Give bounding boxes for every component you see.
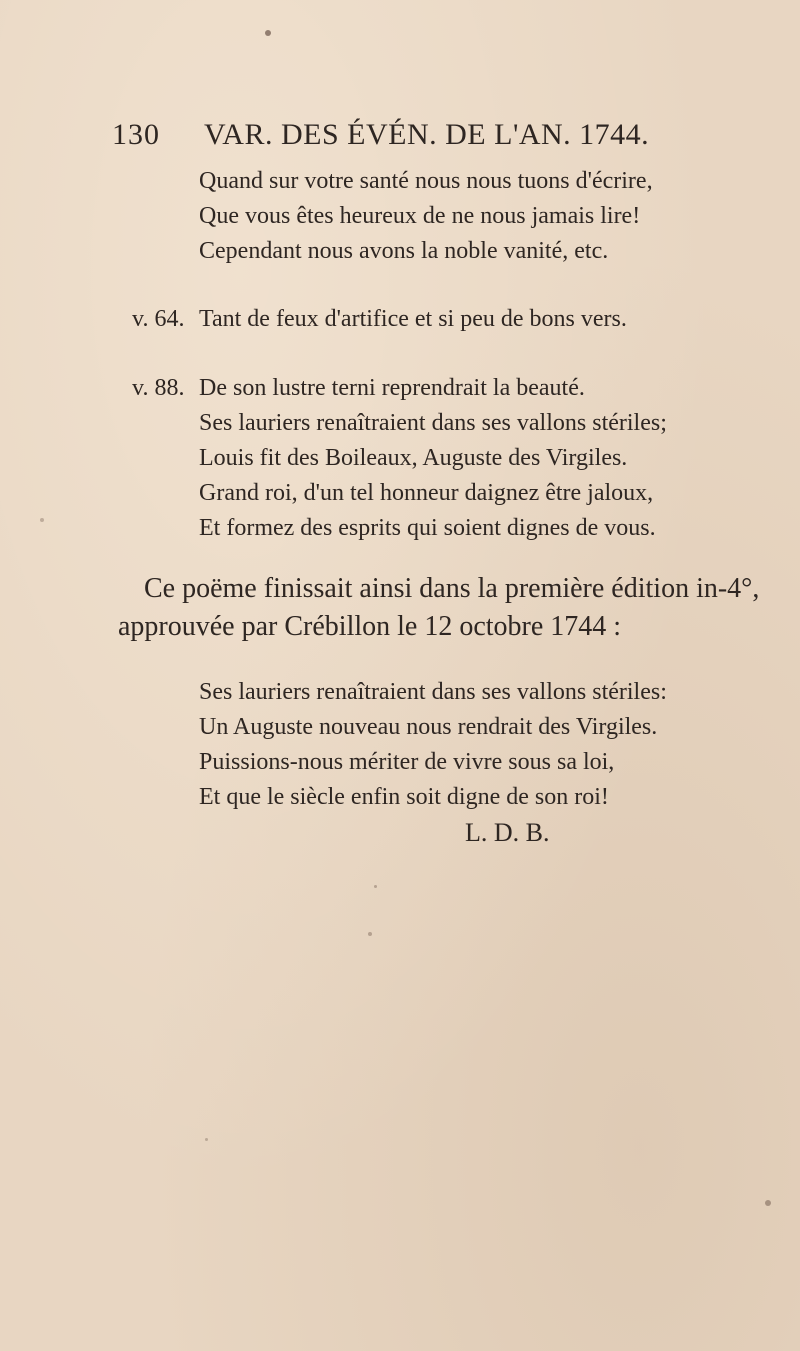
verse-line: Et que le siècle enfin soit digne de son roi! (199, 784, 609, 810)
prose-line: Ce poëme finissait ainsi dans la première édition in-4°, (144, 573, 760, 604)
paper-speck (374, 885, 377, 888)
paper-speck (40, 518, 44, 522)
verse-line: Puissions-nous mériter de vivre sous sa loi, (199, 749, 615, 775)
verse-line: Quand sur votre santé nous nous tuons d'écrire, (199, 168, 653, 194)
variant-label: v. 88. (132, 375, 185, 401)
verse-line: Grand roi, d'un tel honneur daignez être jaloux, (199, 480, 654, 506)
paper-speck (265, 30, 271, 36)
prose-line: approuvée par Crébillon le 12 octobre 1744 : (118, 611, 622, 642)
verse-line: Ses lauriers renaîtraient dans ses vallons stériles; (199, 410, 667, 436)
variant-label: v. 64. (132, 306, 185, 332)
verse-line: De son lustre terni reprendrait la beauté. (199, 375, 585, 401)
signature: L. D. B. (465, 818, 550, 847)
running-title: VAR. DES ÉVÉN. DE L'AN. 1744. (204, 118, 650, 151)
verse-line: Cependant nous avons la noble vanité, etc. (199, 238, 609, 264)
verse-line: Tant de feux d'artifice et si peu de bons vers. (199, 306, 627, 332)
page-header (112, 118, 712, 158)
paper-speck (368, 932, 372, 936)
verse-line: Un Auguste nouveau nous rendrait des Virgiles. (199, 714, 658, 740)
verse-line: Louis fit des Boileaux, Auguste des Virgiles. (199, 445, 628, 471)
paper-speck (765, 1200, 771, 1206)
verse-line: Que vous êtes heureux de ne nous jamais lire! (199, 203, 641, 229)
paper-speck (205, 1138, 208, 1141)
verse-line: Ses lauriers renaîtraient dans ses vallons stériles: (199, 679, 667, 705)
page-number: 130 (112, 118, 160, 151)
verse-line: Et formez des esprits qui soient dignes de vous. (199, 515, 656, 541)
